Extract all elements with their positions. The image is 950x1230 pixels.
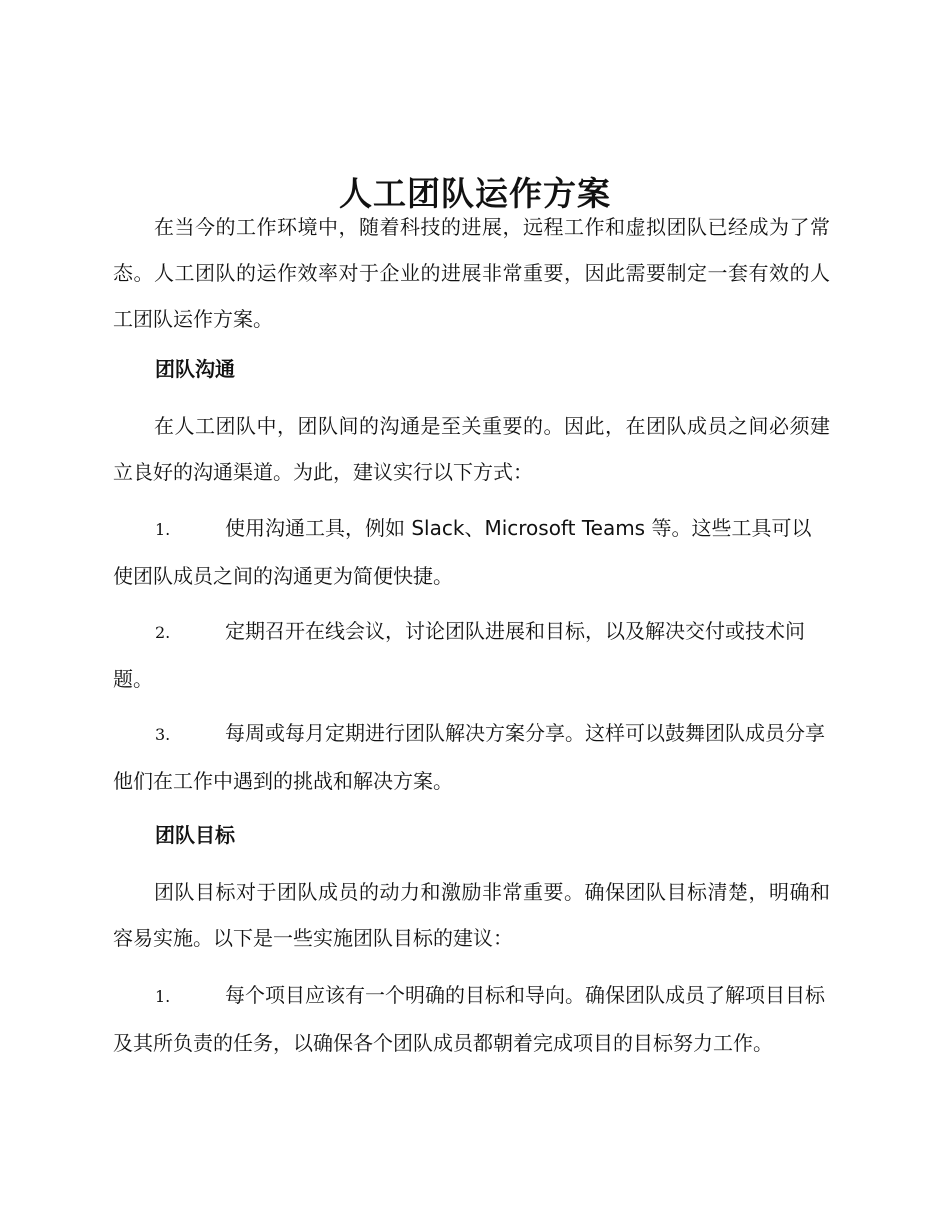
list-item [113, 505, 830, 599]
list-number: 2. [155, 623, 171, 642]
goals-paragraph: 团队目标对于团队成员的动力和激励非常重要。确保团队目标清楚，明确和容易实施。以下是一些实施团队目标的建议： [113, 880, 830, 950]
intro-paragraph: 在当今的工作环境中，随着科技的进展，远程工作和虚拟团队已经成为了常态。人工团队的运作效率对于企业的进展非常重要，因此需要制定一套有效的人工团队运作方案。 [113, 215, 830, 331]
list-item [113, 608, 830, 702]
communication-paragraph: 在人工团队中，团队间的沟通是至关重要的。因此，在团队成员之间必须建立良好的沟通渠道。为此，建议实行以下方式： [113, 414, 830, 484]
list-text: 使用沟通工具，例如 Slack、Microsoft Teams 等。这些工具可以使团队成员之间的沟通更为简便快捷。 [113, 516, 812, 588]
document-title: 人工团队运作方案 [339, 174, 611, 214]
section-heading-communication: 团队沟通 [155, 357, 235, 381]
list-text: 每个项目应该有一个明确的目标和导向。确保团队成员了解项目目标及其所负责的任务，以确保各个团队成员都朝着完成项目的目标努力工作。 [113, 983, 825, 1055]
list-item [113, 710, 830, 804]
section-heading-goals: 团队目标 [155, 823, 235, 847]
list-number: 1. [155, 987, 171, 1006]
list-text: 每周或每月定期进行团队解决方案分享。这样可以鼓舞团队成员分享他们在工作中遇到的挑战和解决方案。 [113, 721, 825, 793]
list-item [113, 972, 830, 1066]
list-number: 3. [155, 725, 171, 744]
list-text: 定期召开在线会议，讨论团队进展和目标，以及解决交付或技术问题。 [113, 619, 805, 691]
list-number: 1. [155, 520, 171, 539]
